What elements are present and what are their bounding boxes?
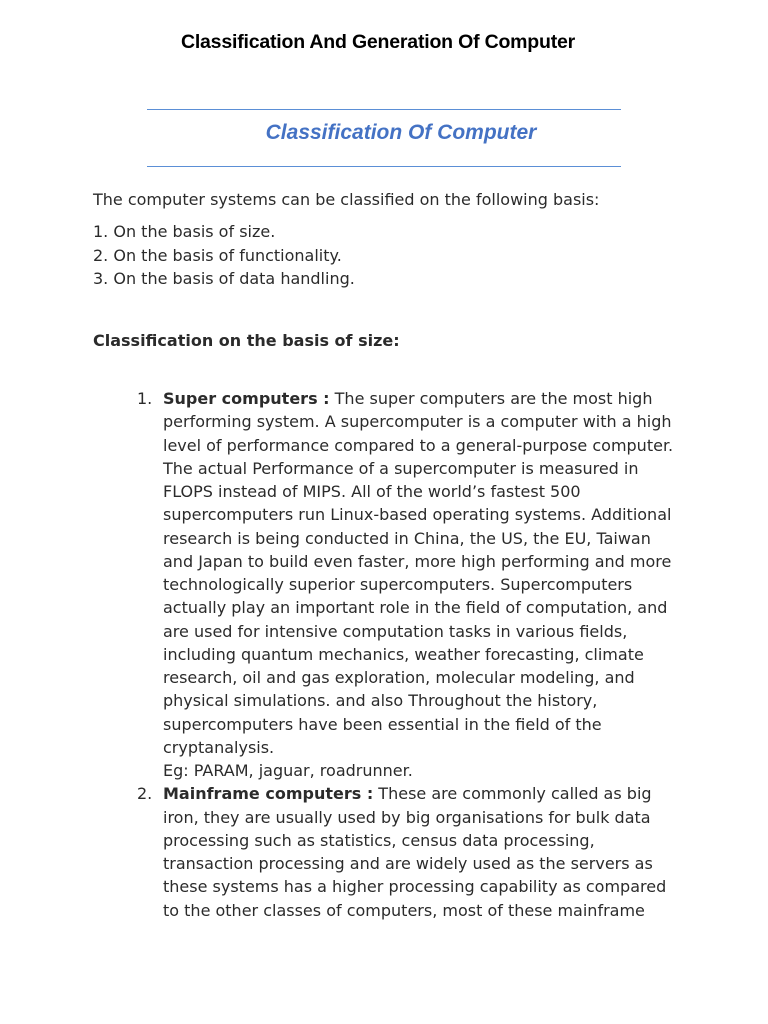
list-item-text: These are commonly called as big iron, they are usually used by big organisations for bulk data processing such as statistics, census data processing, transaction processing and are widely used as the servers as these systems has a higher processing capability as compared to the other classes of computers, most of these mainframe xyxy=(163,784,667,920)
list-item-number: 2. xyxy=(137,784,153,804)
list-item xyxy=(125,782,680,922)
size-subheading: Classification on the basis of size: xyxy=(93,331,400,350)
list-item-text: The super computers are the most high performing system. A supercomputer is a computer with a high level of performance compared to a general-purpose computer. The actual Performance of a supercomputer is measured in FLOPS instead of MIPS. All of the world’s fastest 500 supercomputers run Linux-based operating systems. Additional research is being conducted in China, the US, the EU, Taiwan and Japan to build even faster, more high performing and more technologically superior supercomputers. Supercomputers actually play an important role in the field of computation, and are used for intensive computation tasks in various fields, including quantum mechanics, weather forecasting, climate research, oil and gas exploration, molecular modeling, and physical simulations. and also Throughout the history, supercomputers have been essential in the field of the cryptanalysis. xyxy=(163,389,674,757)
list-item-number: 1. xyxy=(137,389,153,408)
basis-list-item: 1. On the basis of size. xyxy=(93,222,276,241)
intro-paragraph: The computer systems can be classified on the following basis: xyxy=(93,190,600,209)
list-item xyxy=(125,387,680,782)
list-item-example: Eg: PARAM, jaguar, roadrunner. xyxy=(163,761,413,780)
basis-list xyxy=(93,220,355,291)
basis-list-item: 3. On the basis of data handling. xyxy=(93,269,355,288)
heading-rule-top xyxy=(147,109,621,110)
section-heading: Classification Of Computer xyxy=(265,121,537,144)
heading-rule-bottom xyxy=(147,166,621,167)
document-title: Classification And Generation Of Computer xyxy=(180,31,576,53)
size-classification-list xyxy=(125,387,680,922)
basis-list-item: 2. On the basis of functionality. xyxy=(93,245,342,265)
list-item-term: Mainframe computers : xyxy=(163,784,374,804)
list-item-term: Super computers : xyxy=(163,389,330,408)
